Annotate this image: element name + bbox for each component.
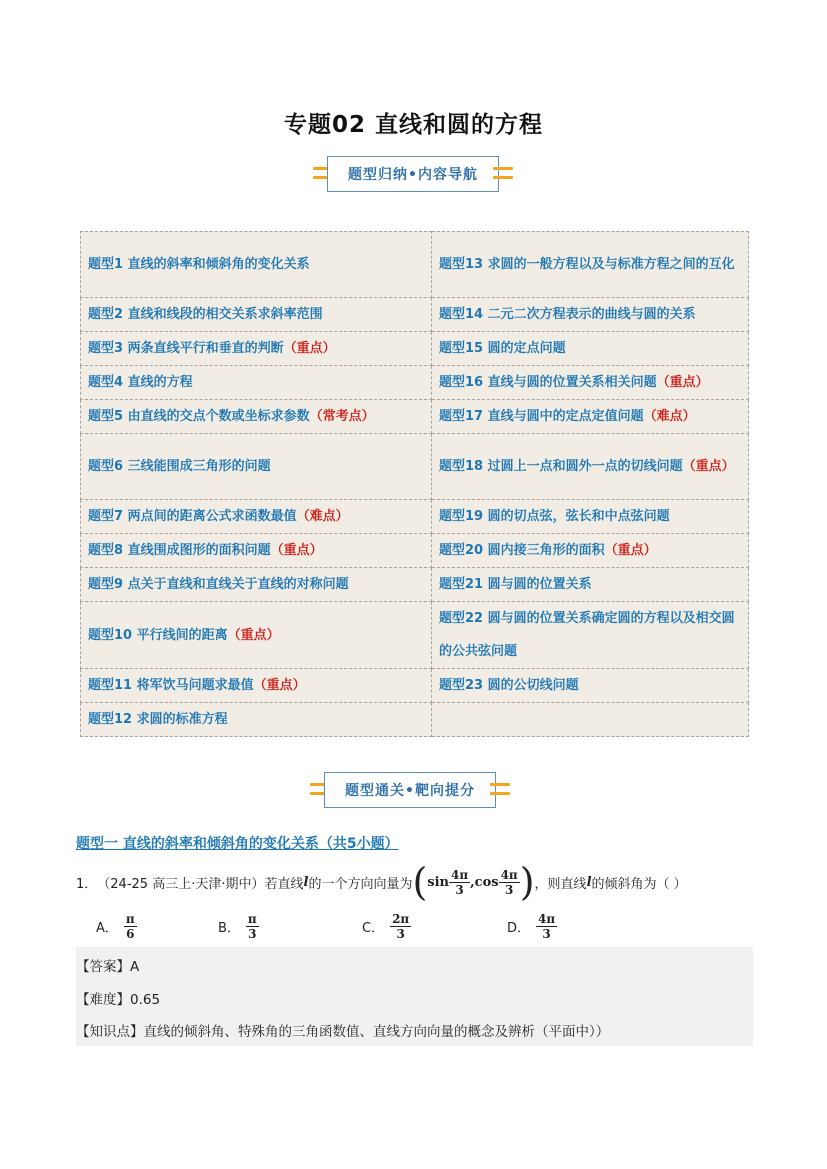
nav-row bbox=[81, 434, 749, 500]
topic-text: 题型1 直线的斜率和倾斜角的变化关系 bbox=[88, 257, 310, 272]
topic-text: 题型13 求圆的一般方程以及与标准方程之间的互化 bbox=[439, 257, 735, 272]
knowledge-label: 【知识点】 bbox=[76, 1024, 144, 1040]
answer-options bbox=[96, 908, 656, 944]
topic-text: 题型7 两点间的距离公式求函数最值 bbox=[88, 509, 297, 524]
nav-topic-right[interactable] bbox=[432, 298, 749, 332]
topic-highlight: （重点） bbox=[270, 543, 323, 558]
topic-text: 题型5 由直线的交点个数或坐标求参数 bbox=[88, 409, 310, 424]
nav-topic-left[interactable] bbox=[81, 298, 432, 332]
nav-row bbox=[81, 332, 749, 366]
nav-row bbox=[81, 703, 749, 737]
question-text: 的一个方向向量为 bbox=[308, 876, 413, 892]
topic-highlight: （重点） bbox=[656, 375, 709, 390]
comma: , bbox=[470, 874, 475, 890]
difficulty-line bbox=[76, 988, 160, 1008]
nav-topic-right[interactable] bbox=[432, 534, 749, 568]
section-heading[interactable]: 题型一 直线的斜率和倾斜角的变化关系（共5小题） bbox=[76, 836, 399, 852]
difficulty-label: 【难度】 bbox=[76, 992, 130, 1008]
topic-highlight: （难点） bbox=[296, 509, 349, 524]
topic-text: 题型14 二元二次方程表示的曲线与圆的关系 bbox=[439, 307, 696, 322]
nav-row bbox=[81, 500, 749, 534]
answer-panel bbox=[76, 947, 753, 1046]
nav-topic-right[interactable] bbox=[432, 568, 749, 602]
topic-highlight: （重点） bbox=[253, 678, 306, 693]
option-b[interactable]: B． $\frac{\pi}{3}$ bbox=[218, 911, 257, 941]
nav-topic-right[interactable] bbox=[432, 232, 749, 298]
nav-topic-left[interactable] bbox=[81, 366, 432, 400]
answer-value: A bbox=[130, 959, 140, 975]
topic-text: 题型9 点关于直线和直线关于直线的对称问题 bbox=[88, 577, 349, 592]
topic-text: 题型6 三线能围成三角形的问题 bbox=[88, 459, 271, 474]
topic-highlight: （常考点） bbox=[309, 409, 375, 424]
topic-text: 题型22 圆与圆的位置关系确定圆的方程以及相交圆的公共弦问题 bbox=[439, 611, 735, 659]
nav-topic-left[interactable] bbox=[81, 400, 432, 434]
nav-topic-left[interactable] bbox=[81, 332, 432, 366]
topic-highlight: （难点） bbox=[643, 409, 696, 424]
nav-topic-left[interactable] bbox=[81, 232, 432, 298]
nav-row bbox=[81, 366, 749, 400]
topic-highlight: （重点） bbox=[227, 627, 280, 643]
topic-text: 题型19 圆的切点弦，弦长和中点弦问题 bbox=[439, 509, 670, 524]
nav-row bbox=[81, 669, 749, 703]
topic-text: 题型17 直线与圆中的定点定值问题 bbox=[439, 409, 644, 424]
banner-right-deco-icon bbox=[493, 165, 513, 183]
nav-topic-left[interactable] bbox=[81, 534, 432, 568]
line-variable: l bbox=[586, 874, 592, 890]
difficulty-value: 0.65 bbox=[130, 992, 161, 1008]
nav-topic-right bbox=[432, 703, 749, 737]
cos-label: cos bbox=[474, 874, 499, 890]
line-variable: l bbox=[303, 874, 309, 890]
answer-label: 【答案】 bbox=[76, 959, 130, 975]
knowledge-line bbox=[76, 1020, 609, 1040]
question-text: 的倾斜角为（ ） bbox=[591, 876, 687, 892]
topic-text: 题型10 平行线间的距离 bbox=[88, 627, 228, 643]
nav-topic-right[interactable] bbox=[432, 332, 749, 366]
nav-row bbox=[81, 602, 749, 669]
question-source: （24-25 高三上·天津·期中） bbox=[97, 876, 265, 892]
banner-label: 题型归纳•内容导航 bbox=[327, 156, 499, 192]
topic-text: 题型11 将军饮马问题求最值 bbox=[88, 678, 254, 693]
topic-text: 题型15 圆的定点问题 bbox=[439, 341, 566, 356]
topic-highlight: （重点） bbox=[604, 543, 657, 558]
banner-label: 题型通关•靶向提分 bbox=[324, 772, 496, 808]
nav-row bbox=[81, 232, 749, 298]
topic-highlight: （重点） bbox=[682, 459, 735, 474]
nav-banner bbox=[313, 156, 513, 192]
nav-topic-left[interactable] bbox=[81, 602, 432, 669]
fraction: $\frac{4\pi}{3}$ bbox=[500, 867, 518, 897]
option-d[interactable]: D． $\frac{4\pi}{3}$ bbox=[507, 911, 556, 941]
sin-label: sin bbox=[427, 874, 449, 890]
question-text: 若直线 bbox=[264, 876, 304, 892]
nav-topic-right[interactable] bbox=[432, 602, 749, 669]
question-text: ，则直线 bbox=[534, 876, 587, 892]
nav-row bbox=[81, 534, 749, 568]
nav-row bbox=[81, 298, 749, 332]
topic-navigation-table bbox=[80, 231, 749, 737]
banner-right-deco-icon bbox=[490, 781, 510, 799]
nav-topic-left[interactable] bbox=[81, 500, 432, 534]
nav-topic-right[interactable] bbox=[432, 500, 749, 534]
nav-topic-right[interactable] bbox=[432, 434, 749, 500]
practice-banner bbox=[310, 772, 510, 808]
topic-text: 题型20 圆内接三角形的面积 bbox=[439, 543, 605, 558]
topic-highlight: （重点） bbox=[283, 341, 336, 356]
direction-vector bbox=[412, 860, 535, 904]
nav-topic-left[interactable] bbox=[81, 434, 432, 500]
topic-text: 题型21 圆与圆的位置关系 bbox=[439, 577, 592, 592]
topic-text: 题型8 直线围成图形的面积问题 bbox=[88, 543, 271, 558]
nav-row bbox=[81, 400, 749, 434]
topic-text: 题型16 直线与圆的位置关系相关问题 bbox=[439, 375, 657, 390]
topic-text: 题型23 圆的公切线问题 bbox=[439, 678, 579, 693]
topic-text: 题型2 直线和线段的相交关系求斜率范围 bbox=[88, 307, 323, 322]
answer-line bbox=[76, 955, 139, 975]
nav-topic-left[interactable] bbox=[81, 669, 432, 703]
topic-text: 题型12 求圆的标准方程 bbox=[88, 712, 228, 727]
page-title: 专题02 直线和圆的方程 bbox=[283, 112, 543, 138]
question-number: 1． bbox=[76, 876, 98, 892]
topic-text: 题型18 过圆上一点和圆外一点的切线问题 bbox=[439, 459, 683, 474]
option-c[interactable]: C． $\frac{2\pi}{3}$ bbox=[362, 911, 410, 941]
fraction: $\frac{4\pi}{3}$ bbox=[451, 867, 469, 897]
nav-topic-left[interactable] bbox=[81, 568, 432, 602]
topic-text: 题型3 两条直线平行和垂直的判断 bbox=[88, 341, 284, 356]
topic-text: 题型4 直线的方程 bbox=[88, 375, 193, 390]
nav-topic-right[interactable] bbox=[432, 366, 749, 400]
question-stem bbox=[76, 862, 756, 902]
knowledge-value: 直线的倾斜角、特殊角的三角函数值、直线方向向量的概念及辨析（平面中）） bbox=[143, 1024, 610, 1040]
option-a[interactable]: A． $\frac{\pi}{6}$ bbox=[96, 911, 135, 941]
nav-topic-left[interactable] bbox=[81, 703, 432, 737]
nav-topic-right[interactable] bbox=[432, 400, 749, 434]
nav-topic-right[interactable] bbox=[432, 669, 749, 703]
right-paren: ) bbox=[519, 860, 535, 904]
nav-row bbox=[81, 568, 749, 602]
left-paren: ( bbox=[412, 860, 428, 904]
